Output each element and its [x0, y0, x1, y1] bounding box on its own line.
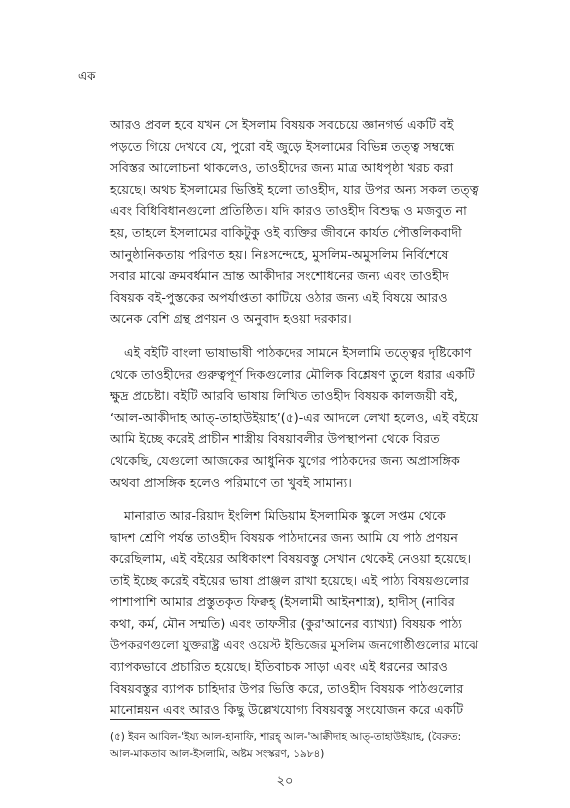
footnote-line: (৫) ইবন আবিল-'ইয্য আল-হানাফি, শারহ্ আল-'আক্বীদাহ আত্-তাহাউইয়াহ, (বৈরুত: [110, 731, 462, 743]
text-line: দ্বাদশ শ্রেণি পর্যন্ত তাওহীদ বিষয়ক পাঠদানের জন্য আমি যে পাঠ প্রণয়ন [110, 529, 458, 545]
text-line: থেকে তাওহীদের গুরুত্বপূর্ণ দিকগুলোর মৌলিক বিশ্লেষণ তুলে ধরার একটি [110, 366, 475, 382]
body-text [110, 114, 482, 733]
text-line: হয়েছে। অথচ ইসলামের ভিত্তিই হলো তাওহীদ, যার উপর অন্য সকল তত্ত্ব [110, 181, 479, 197]
text-line: আনুষ্ঠানিকতায় পরিণত হয়। নিঃসন্দেহে, মুসলিম-অমুসলিম নির্বিশেষে [110, 246, 449, 262]
text-line: পড়তে গিয়ে দেখবে যে, পুরো বই জুড়ে ইসলামের বিভিন্ন তত্ত্ব সম্বন্ধে [110, 138, 455, 154]
chapter-header: এক [78, 69, 96, 83]
footnote [110, 729, 490, 763]
text-line: থেকেছি, যেগুলো আজকের আধুনিক যুগের পাঠকদের জন্য অপ্রাসঙ্গিক [110, 452, 460, 468]
text-line: তাই ইচ্ছে করেই বইয়ের ভাষা প্রাঞ্জল রাখা হয়েছে। এই পাঠ্য বিষয়গুলোর [110, 572, 470, 588]
text-line: ‘আল-আকীদাহ আত্-তাহাউইয়াহ’(৫)-এর আদলে লেখা হলেও, এই বইয়ে [110, 409, 479, 425]
text-line: ক্ষুদ্র প্রচেষ্টা। বইটি আরবি ভাষায় লিখিত তাওহীদ বিষয়ক কালজয়ী বই, [110, 388, 458, 404]
text-line: আরও প্রবল হবে যখন সে ইসলাম বিষয়ক সবচেয়ে জ্ঞানগর্ভ একটি বই [110, 117, 454, 132]
paragraph-2 [110, 342, 482, 493]
text-line: বিষয়বস্তুর ব্যাপক চাহিদার উপর ভিত্তি করে, তাওহীদ বিষয়ক পাঠগুলোর [110, 680, 464, 696]
text-line: সবিস্তর আলোচনা থাকলেও, তাওহীদের জন্য মাত্র আধপৃষ্ঠা খরচ করা [110, 160, 454, 176]
text-line: এবং বিধিবিধানগুলো প্রতিষ্ঠিত। যদি কারও তাওহীদ বিশুদ্ধ ও মজবুত না [110, 203, 467, 219]
page-number: ২০ [276, 774, 294, 789]
text-line: সবার মাঝে ক্রমবর্ধমান ভ্রান্ত আকীদার সংশোধনের জন্য এবং তাওহীদ [110, 268, 449, 284]
footnote-divider [110, 719, 220, 720]
text-line: পাশাপাশি আমার প্রস্তুতকৃত ফিক্বহ্ (ইসলামী আইনশাস্ত্র), হাদীস্ (নাবির [110, 594, 455, 610]
paragraph-1 [110, 114, 482, 330]
text-line: কথা, কর্ম, মৌন সম্মতি) এবং তাফসীর (কুর'আনের ব্যাখ্যা) বিষয়ক পাঠ্য [110, 616, 462, 632]
text-line: বিষয়ক বই-পুস্তকের অপর্যাপ্ততা কাটিয়ে ওঠার জন্য এই বিষয়ে আরও [110, 289, 448, 305]
text-line: করেছিলাম, এই বইয়ের অধিকাংশ বিষয়বস্তু সেখান থেকেই নেওয়া হয়েছে। [110, 551, 471, 567]
text-line: হয়, তাহলে ইসলামের বাকিটুকু ওই ব্যক্তির জীবনে কার্যত পৌত্তলিকবাদী [110, 224, 462, 240]
paragraph-3 [110, 505, 482, 721]
text-line: মানোন্নয়ন এবং আরও কিছু উল্লেখযোগ্য বিষয়বস্তু সংযোজন করে একটি [110, 702, 464, 718]
text-line: মানারাত আর-রিয়াদ ইংলিশ মিডিয়াম ইসলামিক স্কুলে সপ্তম থেকে [124, 508, 446, 524]
text-line: অথবা প্রাসঙ্গিক হলেও পরিমাণে তা খুবই সামান্য। [110, 474, 352, 490]
text-line: উপকরণগুলো যুক্তরাষ্ট্র এবং ওয়েস্ট ইন্ডিজের মুসলিম জনগোষ্ঠীগুলোর মাঝে [110, 637, 479, 652]
text-line: অনেক বেশি গ্রন্থ প্রণয়ন ও অনুবাদ হওয়া দরকার। [110, 311, 352, 327]
footnote-line: আল-মাকতাব আল-ইসলামি, অষ্টম সংস্করণ, ১৯৮৪) [110, 748, 325, 760]
text-line: ব্যাপকভাবে প্রচারিত হয়েছে। ইতিবাচক সাড়া এবং এই ধরনের আরও [110, 659, 448, 675]
text-line: আমি ইচ্ছে করেই প্রাচীন শাস্ত্রীয় বিষয়াবলীর উপস্থাপনা থেকে বিরত [110, 431, 440, 447]
text-line: এই বইটি বাংলা ভাষাভাষী পাঠকদের সামনে ইসলামি তত্ত্বের দৃষ্টিকোণ [124, 344, 472, 360]
